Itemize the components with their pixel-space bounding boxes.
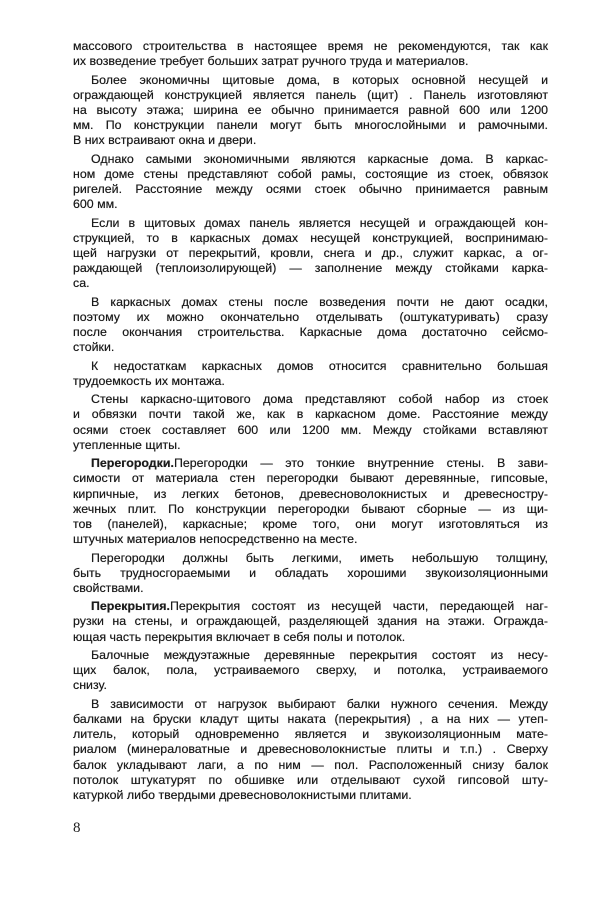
line-text: Стены каркасно-щитового дома представляют собой набор из стоек [91, 392, 548, 407]
paragraph [73, 697, 548, 803]
text-line [73, 39, 548, 54]
line-text: литель, который одновременно является и звукоизоляционным мате- [73, 727, 548, 742]
line-text: В зависимости от нагрузок выбирают балки нужного сечения. Между [91, 696, 548, 711]
text-line [73, 407, 548, 422]
text-line [73, 678, 548, 693]
line-text: на высоту этажа; ширина ее обычно принимается равной 600 или 1200 [73, 102, 548, 117]
text-line [73, 340, 548, 355]
text-line [73, 88, 548, 103]
text-line [73, 532, 548, 547]
line-text: балками на бруски кладут щиты наката (перекрытия) , а на них — утеп- [73, 711, 548, 726]
line-text: щей нагрузки от перекрытий, кровли, снега и др., служит каркас, а ог- [73, 246, 548, 260]
line-text: риалом (минераловатные и древесноволокнистые плиты и т.п.) . Сверху [73, 742, 548, 757]
text-line [73, 246, 548, 261]
line-text: ющая часть перекрытия включает в себя полы и потолок. [73, 629, 406, 644]
line-text: ном доме стены представляют собой рамы, состоящие из стоек, обвязок [73, 166, 548, 181]
text-line [73, 599, 548, 614]
line-text: осями стоек составляет 600 или 1200 мм. Между стойками вставляют [73, 422, 548, 437]
line-text: Перекрытия состоят из несущей части, передающей наг- [169, 599, 548, 614]
section-lead-heading: Перекрытия. [91, 599, 170, 614]
line-text: мм. По конструкции панели могут быть многослойными и рамочными. [73, 118, 548, 133]
text-line [73, 118, 548, 133]
paragraph [73, 599, 548, 645]
text-line [73, 182, 548, 197]
line-text: и обвязки почти такой же, как в каркасном доме. Расстояние между [73, 407, 548, 422]
line-text: рузки на стены, и ограждающей, разделяющей здания на этажи. Огражда- [73, 614, 548, 629]
line-text: утепленные щиты. [73, 437, 181, 452]
line-text: стойки. [73, 340, 115, 355]
paragraph [73, 73, 548, 149]
text-line [73, 374, 548, 389]
text-line [73, 438, 548, 453]
line-text: Однако самыми экономичными являются каркасные дома. В каркас- [91, 151, 548, 166]
text-line [73, 456, 548, 471]
line-text: В каркасных домах стены после возведения почти не дают осадки, [91, 294, 548, 309]
text-line [73, 742, 548, 757]
text-line [73, 630, 548, 645]
text-line [73, 566, 548, 581]
line-text: К недостаткам каркасных домов относится сравнительно большая [91, 358, 548, 373]
page-body-text [73, 39, 548, 806]
line-text: их возведение требует больших затрат ручного труда и материалов. [73, 54, 469, 69]
section-lead-heading: Перегородки. [91, 456, 174, 471]
text-line [73, 359, 548, 374]
text-line [73, 614, 548, 629]
text-line [73, 133, 548, 148]
paragraph [73, 456, 548, 547]
paragraph [73, 648, 548, 694]
line-text: Балочные междуэтажные деревянные перекрытия состоят из несу- [91, 648, 548, 662]
text-line [73, 216, 548, 231]
line-text: Перегородки должны быть легкими, иметь небольшую толщину, [91, 550, 548, 565]
line-text: свойствами. [73, 580, 144, 595]
text-line [73, 325, 548, 340]
line-text: тов (панелей), каркасные; кроме того, они могут изготовляться из [73, 516, 548, 531]
line-text: быть трудносгораемыми и обладать хорошими звукоизоляционными [73, 565, 548, 580]
text-line [73, 231, 548, 246]
text-line [73, 727, 548, 742]
text-line [73, 517, 548, 532]
line-text: штучных материалов непосредственно на месте. [73, 532, 358, 547]
line-text: потолок штукатурят по обшивке или отделывают сухой гипсовой шту- [73, 772, 548, 787]
text-line [73, 471, 548, 486]
text-line [73, 487, 548, 502]
text-line [73, 261, 548, 276]
text-line [73, 663, 548, 678]
line-text: катуркой либо твердыми древесноволокнистыми плитами. [73, 787, 412, 802]
text-line [73, 697, 548, 712]
text-line [73, 103, 548, 118]
paragraph [73, 39, 548, 69]
line-text: Более экономичны щитовые дома, в которых основной несущей и [91, 72, 548, 87]
text-line [73, 197, 548, 212]
paragraph [73, 551, 548, 597]
text-line [73, 773, 548, 788]
text-line [73, 167, 548, 182]
text-line [73, 758, 548, 773]
line-text: 600 мм. [73, 197, 118, 212]
text-line [73, 73, 548, 88]
line-text: кирпичные, из легких бетонов, древесноволокнистых и древесностру- [73, 486, 548, 501]
text-line [73, 295, 548, 310]
paragraph [73, 392, 548, 453]
line-text: Перегородки — это тонкие внутренние стены. В зави- [173, 456, 548, 471]
text-line [73, 581, 548, 596]
line-text: Если в щитовых домах панель является несущей и ограждающей кон- [91, 215, 548, 230]
text-line [73, 423, 548, 438]
line-text: щих балок, пола, устраиваемого сверху, и потолка, устраиваемого [73, 663, 548, 678]
text-line [73, 310, 548, 325]
line-text: поэтому их можно окончательно отделывать (оштукатуривать) сразу [73, 309, 548, 324]
paragraph [73, 359, 548, 389]
paragraph [73, 295, 548, 356]
line-text: В них встраивают окна и двери. [73, 133, 257, 148]
paragraph [73, 152, 548, 213]
text-line [73, 152, 548, 167]
text-line [73, 551, 548, 566]
text-line [73, 502, 548, 517]
line-text: струкцией, то в каркасных домах несущей конструкцией, воспринимаю- [73, 230, 548, 245]
line-text: ригелей. Расстояние между осями стоек обычно принимается равным [73, 182, 548, 197]
line-text: после окончания строительства. Каркасные дома достаточно сейсмо- [73, 325, 548, 340]
line-text: массового строительства в настоящее время не рекомендуются, так как [73, 39, 548, 53]
text-line [73, 276, 548, 291]
line-text: са. [73, 276, 90, 291]
line-text: жечных плит. По конструкции перегородки бывают сборные — из щи- [73, 501, 548, 516]
text-line [73, 54, 548, 69]
line-text: трудоемкость их монтажа. [73, 373, 225, 388]
text-line [73, 788, 548, 803]
line-text: снизу. [73, 678, 107, 693]
text-line [73, 648, 548, 663]
paragraph [73, 216, 548, 292]
text-line [73, 712, 548, 727]
line-text: ограждающей конструкцией является панель (щит) . Панель изготовляют [73, 87, 548, 102]
page-number: 8 [73, 820, 81, 836]
line-text: балок укладывают лаги, а по ним — пол. Расположенный снизу балок [73, 757, 548, 772]
line-text: раждающей (теплоизолирующей) — заполнение между стойками карка- [73, 261, 548, 276]
text-line [73, 392, 548, 407]
line-text: симости от материала стен перегородки бывают деревянные, гипсовые, [73, 471, 548, 486]
